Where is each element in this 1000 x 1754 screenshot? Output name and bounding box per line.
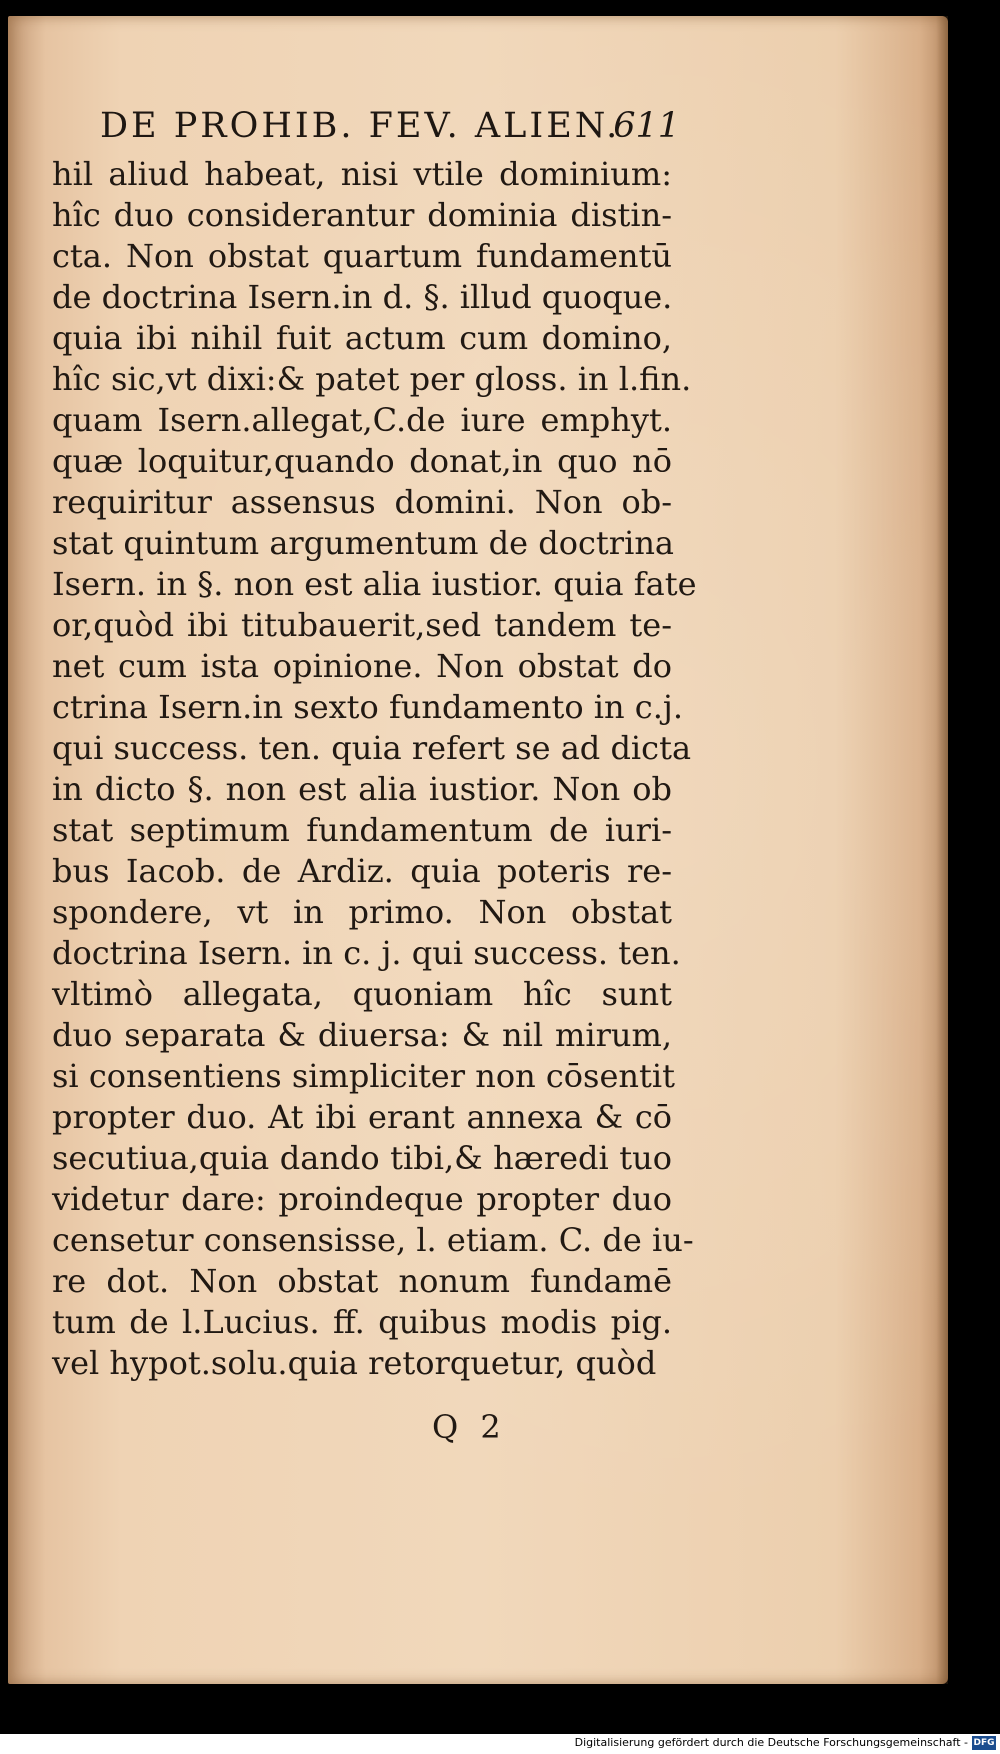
running-head: DE PROHIB. FEV. ALIEN. [100, 106, 621, 146]
text-line: spondere, vt in primo. Non obstat [52, 893, 672, 931]
footer-bar [0, 1734, 1000, 1754]
text-line: ctrina Isern.in sexto fundamento in c.j. [52, 688, 683, 726]
text-line: propter duo. At ibi erant annexa & cō [52, 1098, 672, 1136]
text-line: qui success. ten. quia refert se ad dicta [52, 729, 692, 767]
text-line: si consentiens simpliciter non cōsentit [52, 1057, 675, 1095]
text-line: hîc sic,vt dixi:& patet per gloss. in l.fin. [52, 360, 692, 398]
text-line: vltimò allegata, quoniam hîc sunt [52, 975, 672, 1013]
signature-mark: Q 2 [432, 1408, 507, 1446]
text-line: censetur consensisse, l. etiam. C. de iu- [52, 1221, 694, 1259]
text-line: quæ loquitur,quando donat,in quo nō [52, 442, 672, 480]
dfg-logo-icon: DFG [973, 1738, 995, 1748]
text-line: de doctrina Isern.in d. §. illud quoque. [52, 278, 673, 316]
page-edge-shadow [936, 16, 948, 1684]
body-text [52, 154, 697, 1384]
text-line: doctrina Isern. in c. j. qui success. ten. [52, 934, 681, 972]
text-line: Isern. in §. non est alia iustior. quia fate [52, 565, 697, 603]
text-line: vel hypot.solu.quia retorquetur, quòd [52, 1344, 657, 1382]
text-line: cta. Non obstat quartum fundamentū [52, 237, 672, 275]
text-line: tum de l.Lucius. ff. quibus modis pig. [52, 1303, 672, 1341]
text-line: bus Iacob. de Ardiz. quia poteris re- [52, 852, 672, 890]
text-line: requiritur assensus domini. Non ob- [52, 483, 672, 521]
funding-credit: Digitalisierung gefördert durch die Deutsche Forschungsgemeinschaft - [574, 1736, 968, 1749]
text-line: quam Isern.allegat,C.de iure emphyt. [52, 401, 672, 439]
text-line: in dicto §. non est alia iustior. Non ob [52, 770, 672, 808]
text-line: or,quòd ibi titubauerit,sed tandem te- [52, 606, 672, 644]
text-line: stat quintum argumentum de doctrina [52, 524, 674, 562]
text-line: hil aliud habeat, nisi vtile dominium: [52, 155, 672, 193]
text-line: videtur dare: proindeque propter duo [52, 1180, 672, 1218]
text-line: quia ibi nihil fuit actum cum domino, [52, 319, 672, 357]
text-line: secutiua,quia dando tibi,& hæredi tuo [52, 1139, 672, 1177]
page-header [94, 96, 684, 150]
book-page [8, 16, 948, 1684]
text-line: re dot. Non obstat nonum fundamē [52, 1262, 672, 1300]
text-line: hîc duo considerantur dominia distin- [52, 196, 672, 234]
text-line: stat septimum fundamentum de iuri- [52, 811, 672, 849]
text-line: net cum ista opinione. Non obstat do [52, 647, 672, 685]
page-number: 611 [613, 106, 680, 146]
text-line: duo separata & diuersa: & nil mirum, [52, 1016, 672, 1054]
